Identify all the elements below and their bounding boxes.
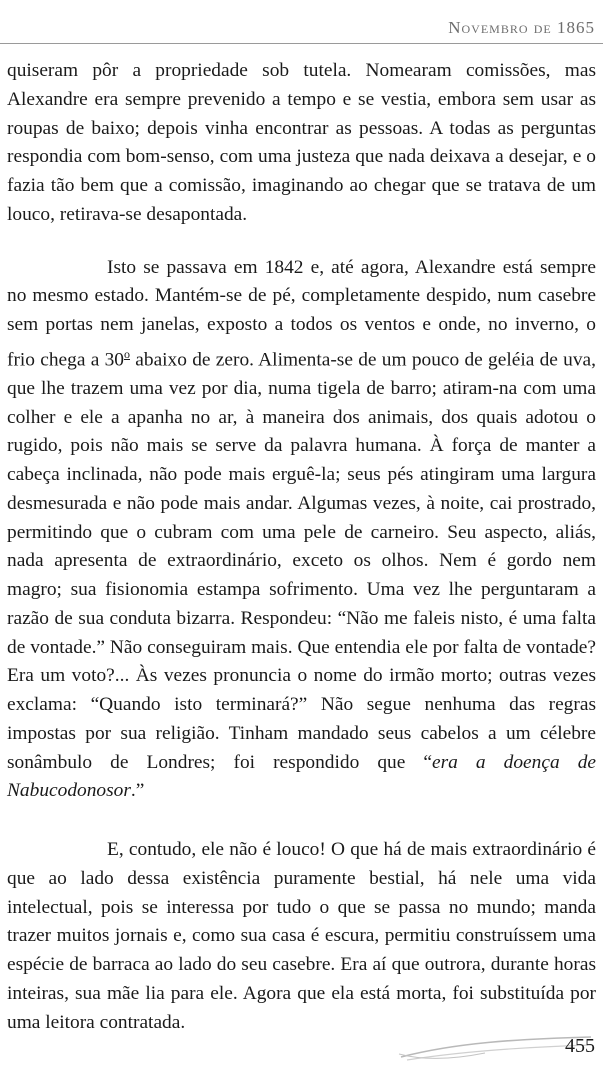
paragraph-1: quiseram pôr a propriedade sob tutela. Nomearam comissões, mas Alexandre era sempre prevenido a tempo e se vestia, embora sem usar as roupas de baixo; depois vinha encontrar as pessoas. A todas as perguntas respondia com bom-senso, com uma justeza que nada deixava a desejar, e o fazia tão bem que a comissão, imaginando ao chegar que se tratava de um louco, retirava-se desapontada. [7,60,596,225]
paragraph-2-part-c: .” [130,780,145,802]
body-text [7,57,596,1037]
running-head: Novembro de 1865 [448,18,595,37]
degree-ordinal: o [124,346,130,361]
paragraph-2-part-a: Isto se passava em 1842 e, até agora, Alexandre está sempre no mesmo estado. Mantém-se de pé, completamente despido, num casebre sem portas nem janelas, exposto a todos os ventos e onde, no inverno, o frio chega a 30 [7,256,596,371]
header-rule [0,43,603,44]
paragraph-3: E, contudo, ele não é louco! O que há de mais extraordinário é que ao lado dessa existência puramente bestial, há nele uma vida intelectual, pois se interessa por tudo o que se passa no mundo; manda trazer muitos jornais e, como sua casa é escura, permitiu construíssem uma espécie de barraca ao lado do seu casebre. Era aí que outrora, durante horas inteiras, sua mãe lia para ele. Agora que ela está morta, foi substituída por uma leitora contratada. [7,839,596,1033]
paragraph-2-part-b: abaixo de zero. Alimenta-se de um pouco de geléia de uva, que lhe trazem uma vez por dia, numa tigela de barro; atiram-na com uma colher e ele a apanha no ar, à maneira dos animais, dos quais adotou o rugido, pois não mais se serve da palavra humana. À força de manter a cabeça inclinada, não pode mais erguê-la; seus pés atingiram uma largura desmesurada e não pode mais andar. Algumas vezes, à noite, cai prostrado, permitindo que o cubram com uma pele de carneiro. Seu aspecto, aliás, nada apresenta de extraordinário, exceto os olhos. Nem é gordo nem magro; sua fisionomia estampa sofrimento. Uma vez lhe perguntaram a razão de sua conduta bizarra. Respondeu: “Não me faleis nisto, é uma falta de vontade.” Não conseguiram mais. Que entendia ele por falta de vontade? Era um voto?... Às vezes pronuncia o nome do irmão morto; outras vezes exclama: “Quando isto terminará?” Não segue nenhuma das regras impostas por sua religião. Tinham mandado seus cabelos a um célebre sonâmbulo de Londres; foi respondido que “ [7,349,596,773]
paragraph-2 [7,254,596,807]
page-number: 455 [565,1035,595,1057]
paragraph-2-italic-quote: era a doença de Nabucodonosor [7,751,596,802]
